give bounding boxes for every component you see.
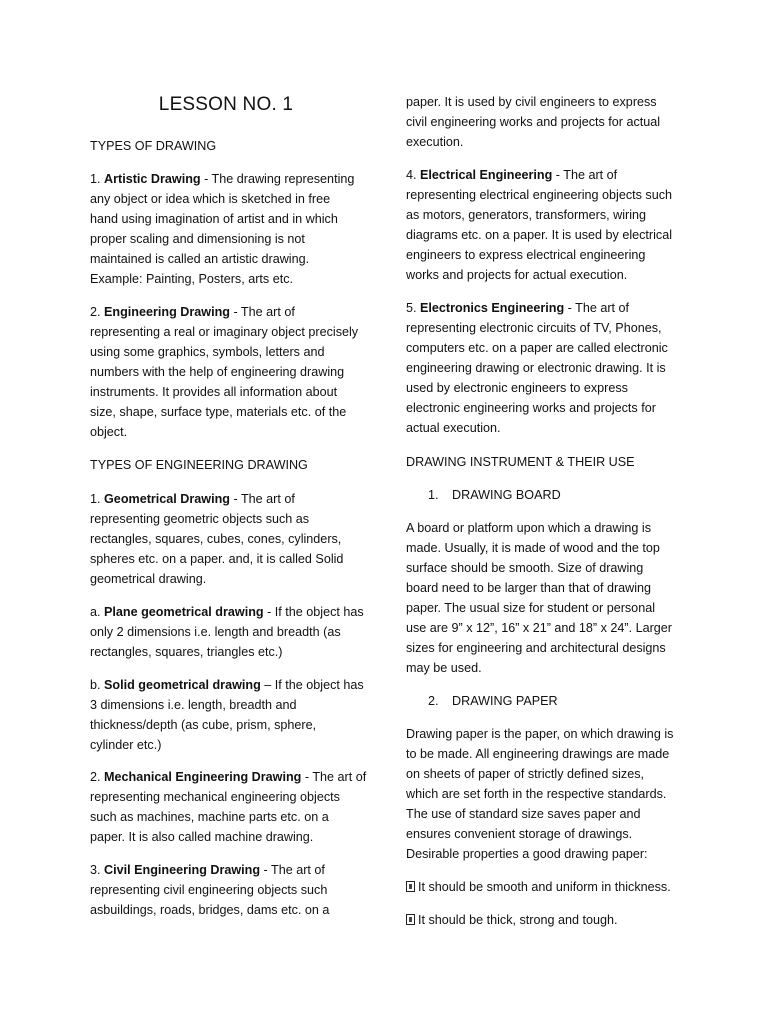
engineering-line-3: numbers with the help of engineering drawing: [90, 365, 345, 379]
drawing-board-heading: [406, 485, 561, 505]
types-of-drawing-heading: TYPES OF DRAWING: [90, 139, 217, 153]
board-line-0: A board or platform upon which a drawing is: [406, 521, 652, 535]
electronics-line-1: representing electronic circuits of TV, Phones,: [406, 321, 662, 335]
artistic-line-5: Example: Painting, Posters, arts etc.: [90, 272, 293, 286]
mechanical-line-3: paper. It is also called machine drawing.: [90, 830, 314, 844]
mechanical-drawing-paragraph: [90, 767, 380, 847]
paper-line-2: on sheets of paper of strictly defined sizes,: [406, 767, 645, 781]
artistic-term: Artistic Drawing: [104, 172, 201, 186]
engineering-line-4: instruments. It provides all information about: [90, 385, 338, 399]
board-line-2: surface should be smooth. Size of drawing: [406, 561, 644, 575]
electrical-line-3: diagrams etc. on a paper. It is used by electrical: [406, 228, 673, 242]
mechanical-line-1: representing mechanical engineering objects: [90, 790, 340, 804]
plane-line-2: rectangles, squares, triangles etc.): [90, 645, 283, 659]
civil-drawing-paragraph: [90, 860, 380, 920]
types-of-engineering-heading: TYPES OF ENGINEERING DRAWING: [90, 458, 308, 472]
plane-line-1: only 2 dimensions i.e. length and breadth (as: [90, 625, 341, 639]
geometrical-line-4: geometrical drawing.: [90, 572, 207, 586]
drawing-paper-heading: [406, 691, 558, 711]
paper-line-6: Desirable properties a good drawing paper:: [406, 847, 648, 861]
bullet-icon: [406, 914, 415, 925]
bullet-icon: [406, 881, 415, 892]
solid-line-2: thickness/depth (as cube, prism, sphere,: [90, 718, 317, 732]
paper-line-0: Drawing paper is the paper, on which drawing is: [406, 727, 674, 741]
bullet-text: It should be thick, strong and tough.: [418, 913, 618, 927]
engineering-line-6: object.: [90, 425, 128, 439]
electrical-term: Electrical Engineering: [420, 168, 553, 182]
solid-term: Solid geometrical drawing: [104, 678, 261, 692]
mechanical-term: Mechanical Engineering Drawing: [104, 770, 302, 784]
board-line-5: use are 9” x 12”, 16” x 21” and 18” x 24”. Larger: [406, 621, 673, 635]
artistic-line-3: proper scaling and dimensioning is not: [90, 232, 305, 246]
electronics-term: Electronics Engineering: [420, 301, 565, 315]
civil-cont-line-1: civil engineering works and projects for actual: [406, 115, 661, 129]
solid-geometrical-paragraph: [90, 675, 380, 755]
solid-line-3: cylinder etc.): [90, 738, 162, 752]
paper-line-1: to be made. All engineering drawings are made: [406, 747, 670, 761]
engineering-line-0: 2. Engineering Drawing - The art of: [90, 305, 295, 319]
geometrical-line-0: 1. Geometrical Drawing - The art of: [90, 492, 295, 506]
paper-line-3: which are set forth in the respective standards.: [406, 787, 667, 801]
drawing-paper-label: DRAWING PAPER: [452, 694, 558, 708]
drawing-paper-number: 2.: [428, 694, 439, 708]
electrical-line-5: works and projects for actual execution.: [406, 268, 628, 282]
lesson-title: LESSON NO. 1: [158, 94, 294, 115]
solid-line-0: b. Solid geometrical drawing – If the object has: [90, 678, 364, 692]
board-line-3: board need to be larger than that of drawing: [406, 581, 652, 595]
artistic-line-2: hand using imagination of artist and in which: [90, 212, 338, 226]
civil-line-0: 3. Civil Engineering Drawing - The art of: [90, 863, 325, 877]
drawing-board-label: DRAWING BOARD: [452, 488, 561, 502]
engineering-term: Engineering Drawing: [104, 305, 230, 319]
plane-term: Plane geometrical drawing: [104, 605, 264, 619]
civil-line-1: representing civil engineering objects such: [90, 883, 328, 897]
geometrical-drawing-paragraph: [90, 489, 380, 589]
electronics-line-3: engineering drawing or electronic drawing. It is: [406, 361, 666, 375]
electronics-line-6: actual execution.: [406, 421, 501, 435]
civil-cont-line-0: paper. It is used by civil engineers to express: [406, 95, 657, 109]
electrical-drawing-paragraph: [406, 165, 706, 285]
artistic-line-4: maintained is called an artistic drawing.: [90, 252, 310, 266]
engineering-line-5: size, shape, surface type, materials etc. of the: [90, 405, 347, 419]
geometrical-line-1: representing geometric objects such as: [90, 512, 310, 526]
solid-line-1: 3 dimensions i.e. length, breadth and: [90, 698, 297, 712]
plane-line-0: a. Plane geometrical drawing - If the object has: [90, 605, 364, 619]
mechanical-line-2: such as machines, machine parts etc. on a: [90, 810, 329, 824]
civil-line-2: asbuildings, roads, bridges, dams etc. on a: [90, 903, 330, 917]
bullet-item: [406, 877, 706, 897]
engineering-line-1: representing a real or imaginary object precisely: [90, 325, 359, 339]
board-line-6: sizes for engineering and architectural designs: [406, 641, 666, 655]
board-line-7: may be used.: [406, 661, 482, 675]
board-line-4: paper. The usual size for student or personal: [406, 601, 655, 615]
bullet-text: It should be smooth and uniform in thickness.: [418, 880, 671, 894]
drawing-board-paragraph: [406, 518, 706, 678]
engineering-drawing-paragraph: [90, 302, 380, 442]
instruments-heading: DRAWING INSTRUMENT & THEIR USE: [406, 455, 635, 469]
artistic-line-1: any object or idea which is sketched in free: [90, 192, 331, 206]
electronics-line-5: electronic engineering works and projects for: [406, 401, 656, 415]
electronics-line-2: computers etc. on a paper are called electronic: [406, 341, 668, 355]
electrical-line-1: representing electrical engineering objects such: [406, 188, 673, 202]
drawing-board-number: 1.: [428, 488, 439, 502]
electrical-line-0: 4. Electrical Engineering - The art of: [406, 168, 618, 182]
artistic-drawing-paragraph: [90, 169, 380, 289]
civil-continued-paragraph: [406, 92, 706, 152]
mechanical-line-0: 2. Mechanical Engineering Drawing - The art of: [90, 770, 367, 784]
geometrical-line-2: rectangles, squares, cubes, cones, cylinders,: [90, 532, 342, 546]
plane-geometrical-paragraph: [90, 602, 380, 662]
civil-term: Civil Engineering Drawing: [104, 863, 261, 877]
drawing-paper-paragraph: [406, 724, 706, 864]
bullet-item: [406, 910, 706, 930]
paper-line-5: ensures convenient storage of drawings.: [406, 827, 633, 841]
artistic-line-0: 1. Artistic Drawing - The drawing representing: [90, 172, 355, 186]
engineering-line-2: using some graphics, symbols, letters and: [90, 345, 325, 359]
electronics-line-0: 5. Electronics Engineering - The art of: [406, 301, 630, 315]
electronics-drawing-paragraph: [406, 298, 706, 438]
electrical-line-4: engineers to express electrical engineering: [406, 248, 646, 262]
electrical-line-2: as motors, generators, transformers, wiring: [406, 208, 647, 222]
geometrical-term: Geometrical Drawing: [104, 492, 230, 506]
paper-line-4: The use of standard size saves paper and: [406, 807, 641, 821]
board-line-1: made. Usually, it is made of wood and the top: [406, 541, 660, 555]
geometrical-line-3: spheres etc. on a paper. and, it is called Solid: [90, 552, 344, 566]
civil-cont-line-2: execution.: [406, 135, 464, 149]
electronics-line-4: used by electronic engineers to express: [406, 381, 628, 395]
